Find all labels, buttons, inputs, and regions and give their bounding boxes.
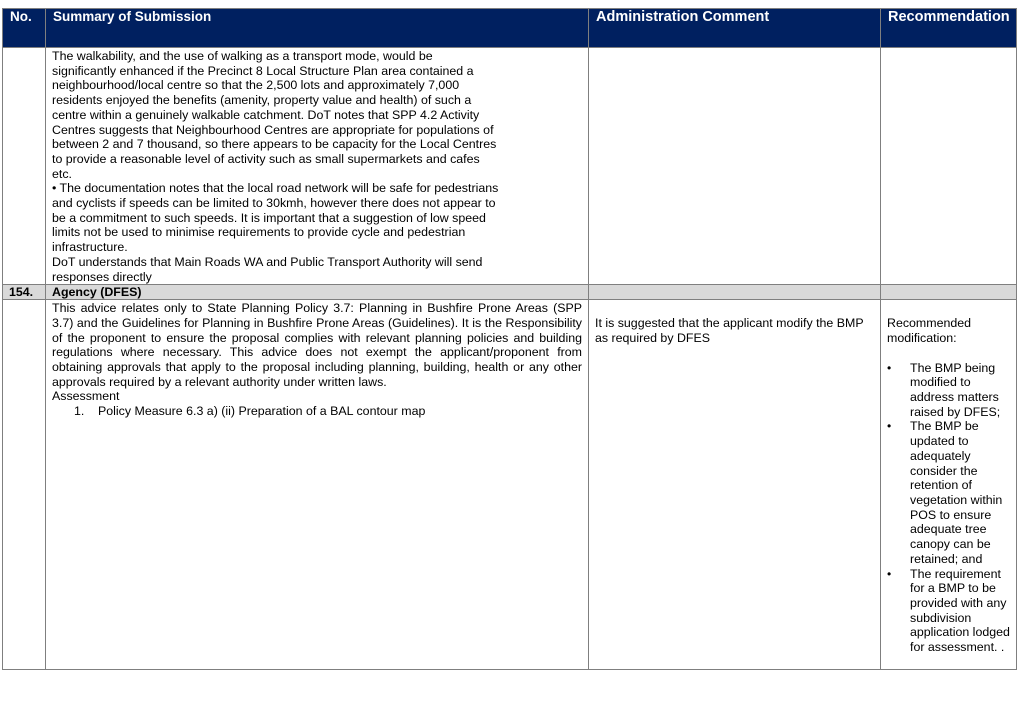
row1-summary-cell xyxy=(46,48,589,285)
summary-line: between 2 and 7 thousand, so there appears to be capacity for the Local Centres xyxy=(52,137,497,152)
summary-line: neighbourhood/local centre so that the 2,500 lots and approximately 7,000 xyxy=(52,78,460,93)
submission-number-text: 154. xyxy=(9,285,34,300)
summary-line: etc. xyxy=(52,166,72,181)
summary-line: • The documentation notes that the local road network will be safe for pedestrians xyxy=(52,181,499,196)
agency-recommendation-cell xyxy=(881,285,1017,300)
header-no-label: No. xyxy=(10,9,32,24)
table-row xyxy=(3,48,1017,285)
agency-name-cell xyxy=(46,285,589,300)
summary-paragraph: This advice relates only to State Planning Policy 3.7: Planning in Bushfire Prone Areas (SPP 3.7) and the Guidelines for Planning in Bushfire Prone Areas (Guidelines). It is the Responsibility of the proponent to ensure the proposal complies with relevant planning policies and building regulations where necessary. This advice does not exempt the applicant/proponent from obtaining approvals that apply to the proposal including planning, building, health or any other approvals required by a relevant authority under written laws. xyxy=(52,301,582,389)
assessment-heading: Assessment xyxy=(52,389,120,404)
list-item xyxy=(887,566,1010,655)
row3-summary-cell xyxy=(46,300,589,670)
header-admin-comment xyxy=(589,9,881,48)
recommendation-item-text: The BMP being modified to address matters raised by DFES; xyxy=(910,360,1001,419)
list-item xyxy=(887,419,1010,566)
list-number: 1. xyxy=(74,404,85,419)
summary-line: responses directly xyxy=(52,269,152,284)
bullet-icon: • xyxy=(887,360,892,375)
recommendation-block xyxy=(881,300,1016,654)
submissions-table xyxy=(2,8,1017,670)
bullet-icon: • xyxy=(887,566,892,581)
header-recommendation xyxy=(881,9,1017,48)
header-summary-label: Summary of Submission xyxy=(53,9,212,24)
table-row xyxy=(3,300,1017,670)
table-header-row xyxy=(3,9,1017,48)
summary-line: significantly enhanced if the Precinct 8 Local Structure Plan area contained a xyxy=(52,63,474,78)
numbered-list-item xyxy=(52,404,582,419)
row3-admin-cell xyxy=(589,300,881,670)
summary-line: infrastructure. xyxy=(52,240,128,255)
summary-line: to provide a reasonable level of activity such as small supermarkets and cafes xyxy=(52,151,480,166)
recommendation-item-text: The requirement for a BMP to be provided with any subdivision application lodged for assessment. . xyxy=(910,566,1010,655)
summary-line: be a commitment to such speeds. It is important that a suggestion of low speed xyxy=(52,210,486,225)
summary-line: DoT understands that Main Roads WA and Public Transport Authority will send xyxy=(52,254,483,269)
header-summary xyxy=(46,9,589,48)
agency-admin-cell xyxy=(589,285,881,300)
summary-line: and cyclists if speeds can be limited to 30kmh, however there does not appear to xyxy=(52,196,496,211)
submission-number xyxy=(3,285,46,300)
row3-recommendation-cell xyxy=(881,300,1017,670)
list-item xyxy=(887,360,1010,420)
header-admin-label: Administration Comment xyxy=(596,9,770,25)
summary-line: Centres suggests that Neighbourhood Centres are appropriate for populations of xyxy=(52,122,494,137)
list-item-text: Policy Measure 6.3 a) (ii) Preparation of a BAL contour map xyxy=(98,404,426,419)
recommendation-item-text: The BMP be updated to adequately consider the retention of vegetation within POS to ensure adequate tree canopy can be retained; and xyxy=(910,419,1003,566)
header-no xyxy=(3,9,46,48)
row3-no-cell xyxy=(3,300,46,670)
table-row-agency xyxy=(3,285,1017,300)
summary-line: residents enjoyed the benefits (amenity, property value and health) of such a xyxy=(52,93,472,108)
agency-name: Agency (DFES) xyxy=(52,285,142,300)
recommendation-list xyxy=(887,361,1010,655)
summary-line: centre within a genuinely walkable catchment. DoT notes that SPP 4.2 Activity xyxy=(52,107,480,122)
header-recommendation-label: Recommendation xyxy=(888,9,1010,25)
row1-recommendation-cell xyxy=(881,48,1017,285)
recommendation-intro: Recommended modification: xyxy=(887,316,972,345)
row1-summary-text xyxy=(46,48,588,284)
summary-line: limits not be used to minimise requirements to provide cycle and pedestrian xyxy=(52,225,466,240)
row1-no-cell xyxy=(3,48,46,285)
row3-summary-text xyxy=(46,300,588,419)
row1-admin-cell xyxy=(589,48,881,285)
bullet-icon: • xyxy=(887,419,892,434)
admin-comment-text: It is suggested that the applicant modify the BMP as required by DFES xyxy=(595,316,864,345)
summary-line: The walkability, and the use of walking as a transport mode, would be xyxy=(52,49,433,63)
